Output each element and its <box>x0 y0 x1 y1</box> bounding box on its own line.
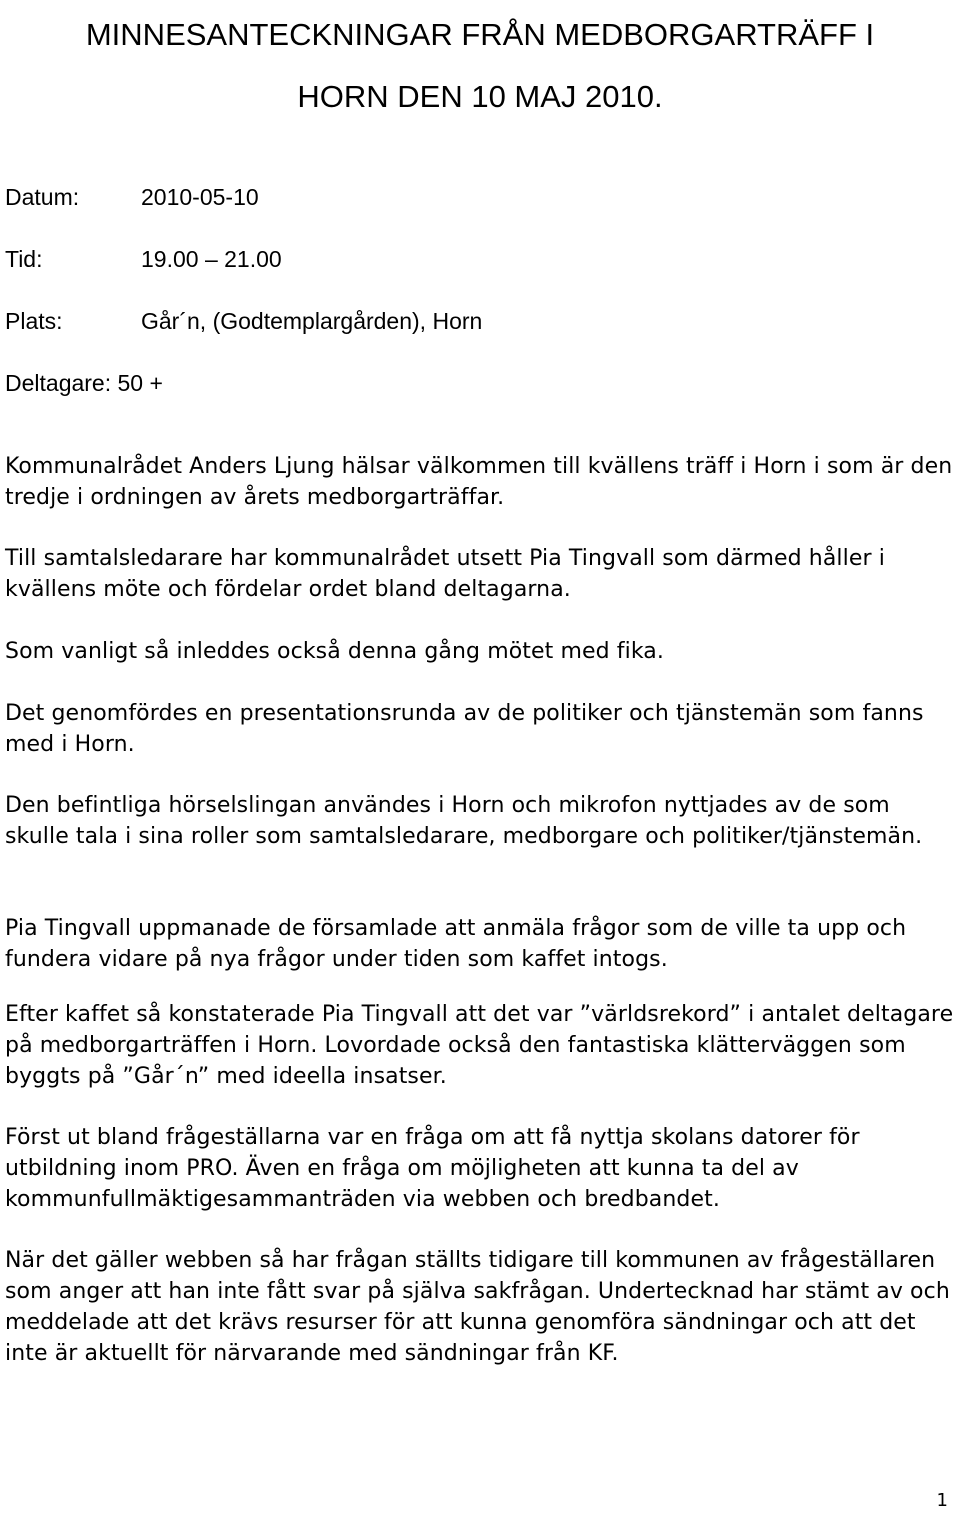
title-line-1: MINNESANTECKNINGAR FRÅN MEDBORGARTRÄFF I <box>85 17 875 52</box>
document-title <box>0 0 960 128</box>
date-label: Datum: <box>5 184 80 210</box>
meta-time-row <box>5 246 282 273</box>
title-line-2: HORN DEN 10 MAJ 2010. <box>297 79 663 114</box>
date-value: 2010-05-10 <box>141 184 259 210</box>
meta-participants-row <box>5 370 163 397</box>
page-number: 1 <box>936 1490 948 1511</box>
paragraph: Den befintliga hörselslingan användes i Horn och mikrofon nyttjades av de som skulle tala i sina roller som samtalsledarare, medborgare och politiker/tjänstemän. <box>5 793 923 849</box>
time-label: Tid: <box>5 246 43 272</box>
paragraph: Först ut bland frågeställarna var en fråga om att få nyttja skolans datorer för utbildning inom PRO. Även en fråga om möjligheten att kunna ta del av kommunfullmäktigesammanträden via webben och bredbandet. <box>5 1125 860 1212</box>
paragraph: Kommunalrådet Anders Ljung hälsar välkommen till kvällens träff i Horn i som är den tredje i ordningen av årets medborgarträffar. <box>5 454 953 510</box>
meta-date-row <box>5 184 259 211</box>
paragraph: Pia Tingvall uppmanade de församlade att anmäla frågor som de ville ta upp och fundera vidare på nya frågor under tiden som kaffet intogs. <box>5 916 907 972</box>
paragraph: Till samtalsledarare har kommunalrådet utsett Pia Tingvall som därmed håller i kvällens möte och fördelar ordet bland deltagarna. <box>5 546 885 602</box>
paragraph: Som vanligt så inleddes också denna gång mötet med fika. <box>5 639 664 664</box>
paragraph: Det genomfördes en presentationsrunda av de politiker och tjänstemän som fanns med i Horn. <box>5 701 924 757</box>
place-value: Går´n, (Godtemplargården), Horn <box>141 308 483 334</box>
participants-text: Deltagare: 50 + <box>5 370 163 396</box>
paragraph: Efter kaffet så konstaterade Pia Tingvall att det var ”världsrekord” i antalet deltagare på medborgarträffen i Horn. Lovordade också den fantastiska klätterväggen som byggts på ”Går´n” med ideella insatser. <box>5 1002 954 1089</box>
place-label: Plats: <box>5 308 63 334</box>
time-value: 19.00 – 21.00 <box>141 246 282 272</box>
paragraph: När det gäller webben så har frågan ställts tidigare till kommunen av frågeställaren som anger att han inte fått svar på själva sakfrågan. Undertecknad har stämt av och meddelade att det krävs resurser för att kunna genomföra sändningar och att det inte är aktuellt för närvarande med sändningar från KF. <box>5 1248 950 1366</box>
meta-place-row <box>5 308 482 335</box>
